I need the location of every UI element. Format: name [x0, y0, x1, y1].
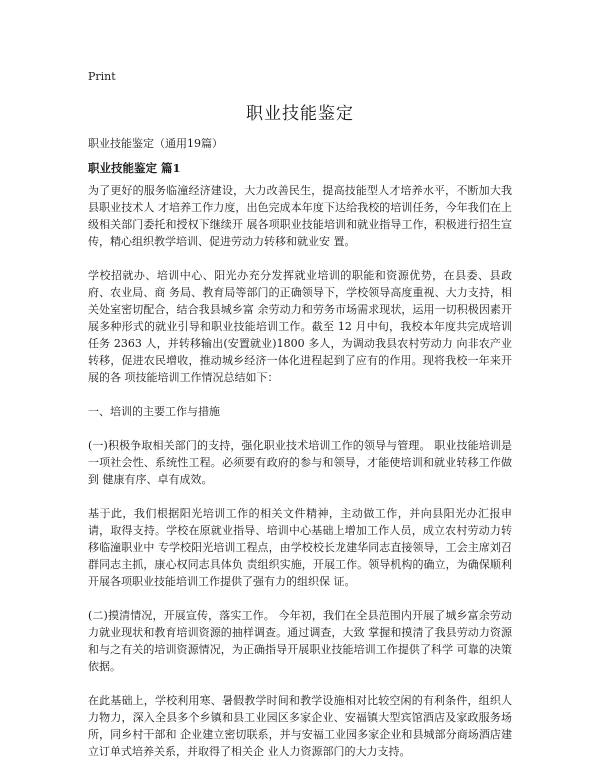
document-subtitle: 职业技能鉴定（通用19篇） — [88, 137, 223, 150]
page-title: 职业技能鉴定 — [246, 104, 354, 124]
paragraph-6: 在此基础上，学校利用寒、暑假教学时间和教学设施相对比较空闲的有利条件，组织人 力物力，深入全县多个乡镇和县工业园区多家企业、安福镇大型宾馆酒店及家政服务场所，同乡村干部和 企业建立密切联系，并与安福工业园多家企业和县城部分商场酒店建立订单式培养关系，并取得了相关企 业人力资源部门的大力支持。 — [88, 694, 512, 758]
print-link[interactable]: Print — [88, 70, 116, 83]
section-heading: 职业技能鉴定 篇1 — [88, 161, 181, 175]
paragraph-3: (一)积极争取相关部门的支持，强化职业技术培训工作的领导与管理。 职业技能培训是一项社会性、系统性工程。必须要有政府的参与和领导，才能使培训和就业转移工作做到 健康有序、卓有成效。 — [88, 439, 512, 486]
subsection-heading: 一、培训的主要工作与措施 — [88, 405, 220, 418]
paragraph-2: 学校招就办、培训中心、阳光办充分发挥就业培训的职能和资源优势，在县委、县政府、农业局、商 务局、教育局等部门的正确领导下，学校领导高度重视、大力支持，相关处室密切配合，结合我县城乡富 余劳动力和劳务市场需求现状，运用一切积极因素开展多种形式的就业引导和职业技能培训工作。截至 12 月中旬，我校本年度共完成培训任务 2363 人，并转移输出(安置就业)1800 多人，为调动我县农村劳动力 向非农产业转移，促进农民增收，推动城乡经济一体化进程起到了应有的作用。现将我校一年来开展的各 项技能培训工作情况总结如下： — [88, 269, 512, 384]
paragraph-5: (二)摸清情况，开展宣传，落实工作。 今年初，我们在全县范围内开展了城乡富余劳动力就业现状和教育培训资源的抽样调查。通过调查，大致 掌握和摸清了我县劳动力资源和与之有关的培训资源情况，为正确指导开展职业技能培训工作提供了科学 可靠的决策依据。 — [88, 609, 512, 673]
article-body — [88, 182, 512, 777]
paragraph-1: 为了更好的服务临潼经济建设，大力改善民生，提高技能型人才培养水平，不断加大我县职业技术人 才培养工作力度，出色完成本年度下达给我校的培训任务，今年我们在上级相关部门委托和授权下继续开 展各项职业技能培训和就业指导工作，积极进行招生宣传，精心组织教学培训、促进劳动力转移和就业安 置。 — [88, 184, 512, 248]
paragraph-4: 基于此，我们根据阳光培训工作的相关文件精神，主动做工作，并向县阳光办汇报申请，取得支持。学校在原就业指导、培训中心基础上增加工作人员，成立农村劳动力转移临潼职业中 专学校阳光培训工程点，由学校校长龙建华同志直接领导，工会主席刘召群同志主抓，康心权同志具体负 责组织实施，开展工作。领导机构的确立，为确保顺利开展各项职业技能培训工作提供了强有力的组织保 证。 — [88, 507, 512, 588]
